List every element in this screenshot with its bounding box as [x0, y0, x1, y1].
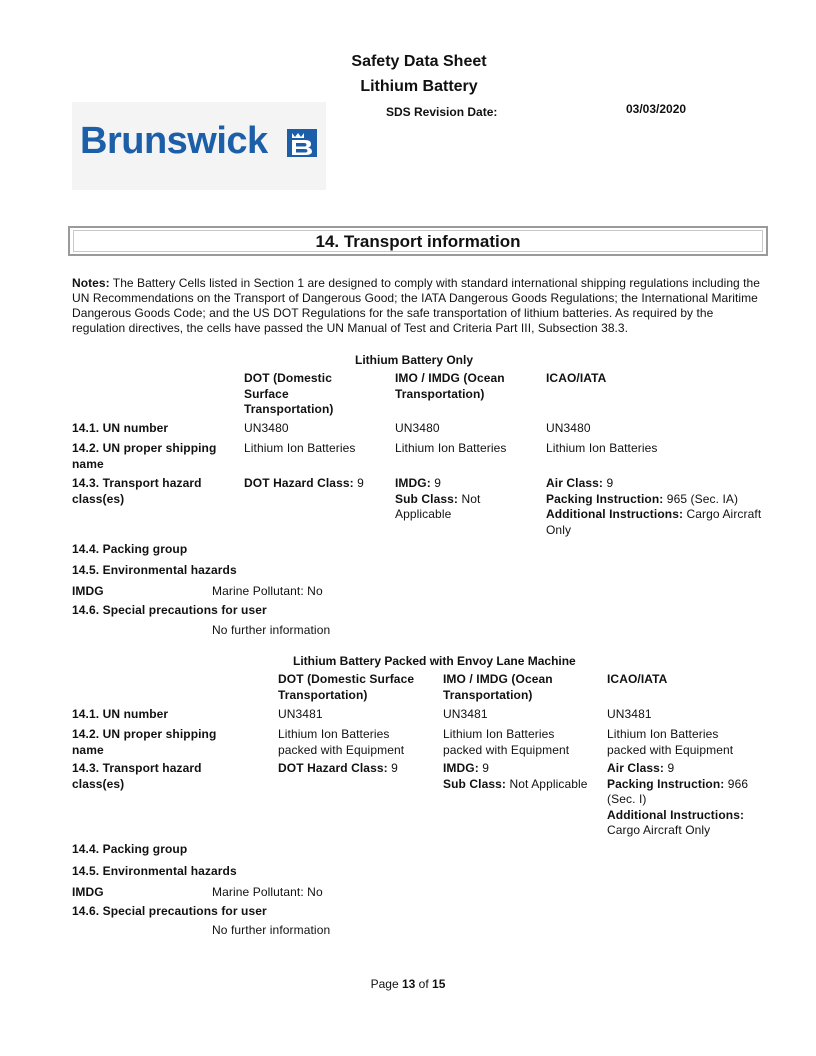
table2-imdg-label: IMDG — [72, 885, 104, 899]
air-class-label-2: Air Class: — [607, 761, 665, 775]
table2-icao-hazard-class — [607, 761, 767, 839]
table1-row-environmental-label: 14.5. Environmental hazards — [72, 563, 237, 577]
logo-wordmark: Brunswick — [80, 120, 268, 162]
table1-icao-un-number: UN3480 — [546, 421, 591, 435]
packing-instruction-value-2: 966 (Sec. I) — [607, 776, 749, 806]
notes-paragraph — [72, 276, 762, 336]
additional-instructions-label: Additional Instructions: — [546, 507, 684, 521]
notes-text: The Battery Cells listed in Section 1 are designed to comply with standard international shipping regulations including the UN Recommendations on the Transport of Dangerous Good; the IATA Dangerous Goods Regulations; the International Maritime Dangerous Goods Code; and the US DOT Regulations for the safe transportation of lithium batteries. As required by the regulation directives, the cells have passed the UN Manual of Test and Criteria Part III, Subsection 38.3. — [72, 276, 760, 335]
page-current: 13 — [401, 977, 416, 991]
additional-instructions-label-2: Additional Instructions: — [607, 807, 745, 822]
table2-row-hazard-class-label: 14.3. Transport hazard class(es) — [72, 761, 202, 791]
table1-imo-shipping-name: Lithium Ion Batteries — [395, 441, 507, 455]
table2-row-un-number-label: 14.1. UN number — [72, 707, 169, 721]
table1-imo-un-number: UN3480 — [395, 421, 440, 435]
table1-imdg-label: IMDG — [72, 584, 104, 598]
imdg-class-value-2: 9 — [478, 761, 490, 775]
table1-dot-shipping-name: Lithium Ion Batteries — [244, 441, 356, 455]
table1-dot-un-number: UN3480 — [244, 421, 289, 435]
packing-instruction-label-2: Packing Instruction: — [607, 776, 725, 791]
page-prefix: Page — [370, 977, 402, 991]
imdg-subclass-label-2: Sub Class: — [443, 776, 507, 791]
table1-col-icao: ICAO/IATA — [546, 371, 607, 385]
table2-row-shipping-name-label: 14.2. UN proper shipping name — [72, 727, 217, 757]
imdg-class-label: IMDG: — [395, 476, 431, 490]
air-class-label: Air Class: — [546, 476, 604, 490]
revision-date: 03/03/2020 — [626, 102, 687, 116]
dot-hazard-class-label: DOT Hazard Class: — [244, 476, 354, 490]
document-subtitle: Lithium Battery — [360, 78, 478, 95]
table1-row-un-number-label: 14.1. UN number — [72, 421, 169, 435]
table2-precautions-value: No further information — [212, 923, 331, 937]
brunswick-logo — [72, 102, 326, 190]
table1-row-shipping-name-label: 14.2. UN proper shipping name — [72, 441, 217, 471]
table1-col-dot: DOT (Domestic Surface Transportation) — [244, 371, 334, 416]
page-number — [0, 977, 816, 991]
imdg-subclass-label: Sub Class: — [395, 491, 459, 506]
table2-marine-pollutant: Marine Pollutant: No — [212, 885, 323, 899]
table2-col-imo: IMO / IMDG (Ocean Transportation) — [443, 672, 553, 702]
additional-instructions-value-2: Cargo Aircraft Only — [607, 823, 711, 837]
document-title: Safety Data Sheet — [351, 53, 487, 70]
table1-imo-hazard-class — [395, 476, 535, 523]
table1-icao-shipping-name: Lithium Ion Batteries — [546, 441, 658, 455]
table1-col-imo: IMO / IMDG (Ocean Transportation) — [395, 371, 505, 401]
table2-imo-shipping-name: Lithium Ion Batteries packed with Equipment — [443, 727, 570, 757]
crown-b-icon — [286, 128, 318, 158]
imdg-class-label-2: IMDG: — [443, 761, 479, 775]
imdg-subclass-value-2: Not Applicable — [506, 776, 588, 791]
table2-dot-shipping-name: Lithium Ion Batteries packed with Equipment — [278, 727, 405, 757]
table2-dot-un-number: UN3481 — [278, 707, 323, 721]
table1-row-hazard-class-label: 14.3. Transport hazard class(es) — [72, 476, 202, 506]
air-class-value: 9 — [603, 476, 614, 490]
additional-instructions-value: Cargo Aircraft Only — [546, 507, 762, 537]
imdg-class-value: 9 — [430, 476, 442, 490]
table1-marine-pollutant: Marine Pollutant: No — [212, 584, 323, 598]
section-heading-box — [68, 226, 768, 256]
table2-icao-un-number: UN3481 — [607, 707, 652, 721]
packing-instruction-value: 965 (Sec. IA) — [663, 491, 739, 506]
table1-dot-hazard-class — [244, 476, 364, 492]
dot-hazard-class-label-2: DOT Hazard Class: — [278, 761, 388, 775]
table2-imo-un-number: UN3481 — [443, 707, 488, 721]
table1-heading: Lithium Battery Only — [355, 353, 474, 367]
table2-col-dot: DOT (Domestic Surface Transportation) — [278, 672, 415, 702]
page-total: 15 — [432, 977, 446, 991]
section-title: 14. Transport information — [315, 232, 521, 251]
table2-row-packing-group-label: 14.4. Packing group — [72, 842, 188, 856]
revision-label: SDS Revision Date: — [386, 105, 498, 119]
table1-icao-hazard-class — [546, 476, 766, 538]
dot-hazard-class-value: 9 — [353, 476, 364, 490]
table2-row-precautions-label: 14.6. Special precautions for user — [72, 904, 267, 918]
page-of: of — [415, 977, 433, 991]
dot-hazard-class-value-2: 9 — [387, 761, 398, 775]
table2-col-icao: ICAO/IATA — [607, 672, 668, 686]
table2-dot-hazard-class — [278, 761, 398, 777]
packing-instruction-label: Packing Instruction: — [546, 491, 664, 506]
table2-row-environmental-label: 14.5. Environmental hazards — [72, 864, 237, 878]
table2-icao-shipping-name: Lithium Ion Batteries packed with Equipment — [607, 727, 734, 757]
table1-row-precautions-label: 14.6. Special precautions for user — [72, 603, 267, 617]
notes-label: Notes: — [72, 276, 110, 290]
air-class-value-2: 9 — [664, 761, 675, 775]
imdg-subclass-value: Not Applicable — [395, 491, 481, 521]
table2-heading: Lithium Battery Packed with Envoy Lane Machine — [293, 654, 576, 668]
table1-precautions-value: No further information — [212, 623, 331, 637]
table1-row-packing-group-label: 14.4. Packing group — [72, 542, 188, 556]
table2-imo-hazard-class — [443, 761, 608, 792]
